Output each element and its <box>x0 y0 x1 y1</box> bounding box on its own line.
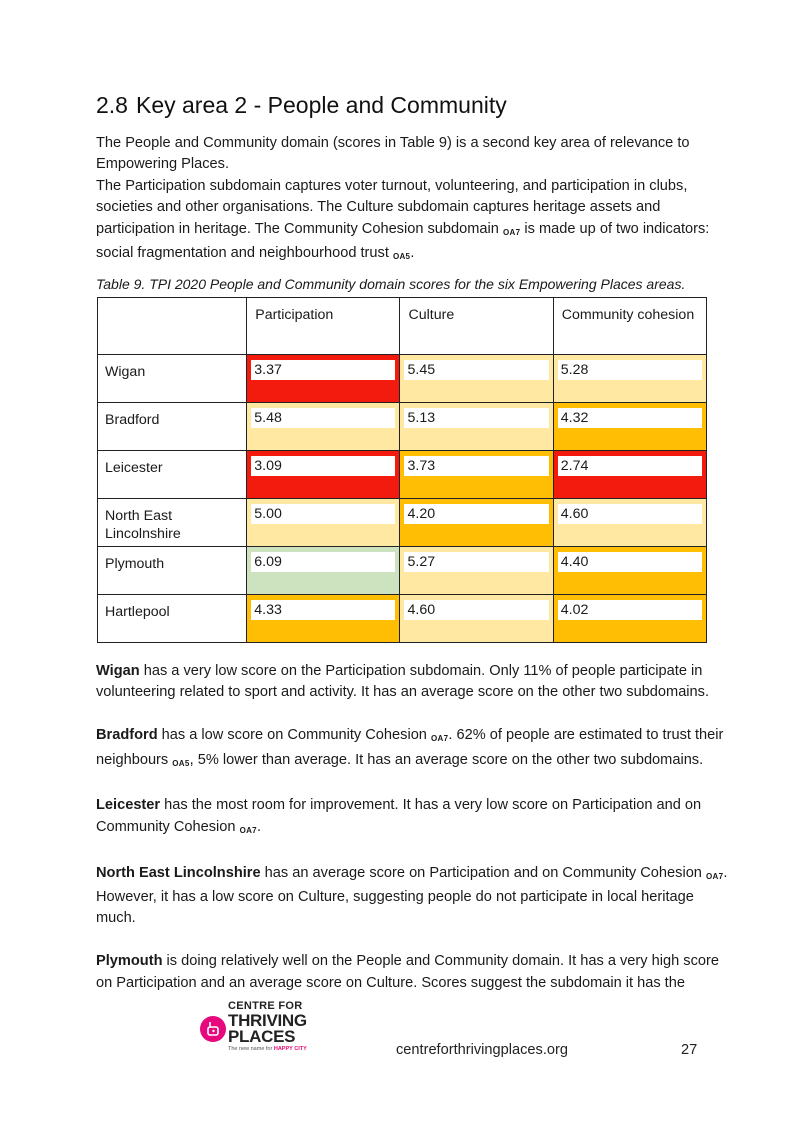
paragraph-text: . However, it has a low score on Culture, suggesting people do not participate in local heritage much. <box>96 864 728 927</box>
footer-url[interactable]: centreforthrivingplaces.org <box>396 1042 568 1058</box>
score-cell <box>400 403 553 451</box>
header-empty-cell <box>98 298 247 355</box>
north-east-lincolnshire-paragraph <box>96 863 731 930</box>
score-cell <box>553 499 706 547</box>
area-label: Bradford <box>105 412 160 428</box>
scores-table <box>97 297 707 643</box>
leicester-paragraph <box>96 795 731 841</box>
paragraph-text: has the most room for improvement. It has a very low score on Participation and on Community Cohesion <box>96 797 702 835</box>
logo-line-1: CENTRE FOR <box>228 1000 303 1012</box>
score-value: 5.48 <box>251 408 395 428</box>
area-name: North East Lincolnshire <box>96 864 261 881</box>
bradford-paragraph <box>96 725 731 774</box>
table-row <box>98 355 707 403</box>
score-cell <box>553 451 706 499</box>
score-cell <box>247 451 400 499</box>
score-value: 4.32 <box>558 408 702 428</box>
score-value: 4.60 <box>558 504 702 524</box>
area-label: Wigan <box>105 364 146 380</box>
oa7-reference: OA7 <box>502 227 521 237</box>
intro-p2-part-b: is made up of two indicators: social fragmentation and neighbourhood trust <box>96 220 710 262</box>
intro-text <box>96 133 726 267</box>
intro-p2-part-a: The Participation subdomain captures voter turnout, volunteering, and participation in clubs, societies and other organisations. The Culture subdomain captures heritage assets and participation in heritage. The Community Cohesion subdomain <box>96 177 688 237</box>
area-cell <box>98 499 247 547</box>
header-community-cohesion <box>553 298 706 355</box>
score-value: 4.60 <box>404 600 548 620</box>
paragraph-text: has an average score on Participation and on Community Cohesion <box>260 864 702 881</box>
hand-icon <box>200 1016 226 1042</box>
section-number: 2.8 <box>96 92 128 118</box>
score-cell <box>553 547 706 595</box>
hand-icon-glyph <box>205 1021 221 1037</box>
score-cell <box>553 595 706 643</box>
paragraph-text: has a very low score on the Participation subdomain. Only 11% of people participate in volunteering related to sport and activity. It has an average score on the other two subdomains. <box>96 663 710 701</box>
paragraph-text: has a low score on Community Cohesion <box>157 727 427 744</box>
centre-for-thriving-places-logo <box>200 999 350 1059</box>
score-value: 6.09 <box>251 552 395 572</box>
area-cell <box>98 595 247 643</box>
paragraph-text: . 62% of people are estimated to trust their neighbours <box>96 727 724 768</box>
area-label: North East Lincolnshire <box>105 508 181 542</box>
score-cell <box>247 403 400 451</box>
area-label: Leicester <box>105 460 163 476</box>
header-participation <box>247 298 400 355</box>
intro-p2-part-c: . <box>410 245 415 262</box>
score-cell <box>400 595 553 643</box>
area-cell <box>98 451 247 499</box>
oa7-reference: OA7 <box>431 734 449 744</box>
section-heading <box>96 92 507 119</box>
score-cell <box>247 595 400 643</box>
score-value: 5.00 <box>251 504 395 524</box>
area-name: Bradford <box>96 727 158 744</box>
findings-text <box>96 661 731 1015</box>
intro-paragraph-2 <box>96 176 726 268</box>
score-value: 4.20 <box>404 504 548 524</box>
score-cell <box>400 451 553 499</box>
area-label: Plymouth <box>105 556 165 572</box>
oa5-reference: OA5 <box>172 758 190 768</box>
paragraph-text: . <box>256 818 261 835</box>
oa7-reference: OA7 <box>705 871 724 881</box>
logo-tagline <box>228 1046 307 1052</box>
logo-line-3: PLACES <box>228 1027 296 1046</box>
header-label: Participation <box>255 307 334 323</box>
score-value: 3.73 <box>404 456 548 476</box>
area-label: Hartlepool <box>105 604 170 620</box>
score-value: 4.33 <box>251 600 395 620</box>
score-cell <box>400 355 553 403</box>
tagline-brand: HAPPY CITY <box>273 1046 307 1052</box>
table-row <box>98 595 707 643</box>
area-cell <box>98 355 247 403</box>
table-header-row <box>98 298 707 355</box>
score-value: 4.40 <box>558 552 702 572</box>
paragraph-text: , 5% lower than average. It has an average score on the other two subdomains. <box>189 751 704 768</box>
wigan-paragraph <box>96 661 731 704</box>
score-value: 5.27 <box>404 552 548 572</box>
header-culture <box>400 298 553 355</box>
area-cell <box>98 547 247 595</box>
area-cell <box>98 403 247 451</box>
score-cell <box>400 547 553 595</box>
score-cell <box>247 355 400 403</box>
score-cell <box>553 403 706 451</box>
tagline-text: The new name for <box>228 1046 274 1052</box>
area-name: Leicester <box>96 797 161 814</box>
area-name: Wigan <box>96 663 140 679</box>
score-cell <box>247 547 400 595</box>
score-value: 4.02 <box>558 600 702 620</box>
page-number: 27 <box>681 1042 698 1058</box>
intro-paragraph-1: The People and Community domain (scores in Table 9) is a second key area of relevance to Empowering Places. <box>96 135 690 173</box>
score-value: 2.74 <box>558 456 702 476</box>
score-cell <box>247 499 400 547</box>
oa7-reference: OA7 <box>239 825 257 835</box>
score-value: 5.13 <box>404 408 548 428</box>
header-label: Culture <box>408 307 455 323</box>
logo-line-2: THRIVING <box>228 1011 307 1030</box>
section-title: Key area 2 - People and Community <box>135 92 507 118</box>
area-name: Plymouth <box>96 953 163 970</box>
score-cell <box>553 355 706 403</box>
table-row <box>98 451 707 499</box>
table-row <box>98 499 707 547</box>
score-value: 3.37 <box>251 360 395 380</box>
score-value: 5.28 <box>558 360 702 380</box>
plymouth-paragraph <box>96 951 731 994</box>
table-row <box>98 547 707 595</box>
paragraph-text: is doing relatively well on the People and Community domain. It has a very high score on Participation and an average score on Culture. Scores suggest the subdomain it has the <box>96 953 719 991</box>
table-row <box>98 403 707 451</box>
header-label: Community cohesion <box>561 307 695 323</box>
oa5-reference: OA5 <box>392 252 411 262</box>
score-value: 5.45 <box>404 360 548 380</box>
score-value: 3.09 <box>251 456 395 476</box>
table-caption: Table 9. TPI 2020 People and Community domain scores for the six Empowering Places areas. <box>96 276 686 292</box>
score-cell <box>400 499 553 547</box>
